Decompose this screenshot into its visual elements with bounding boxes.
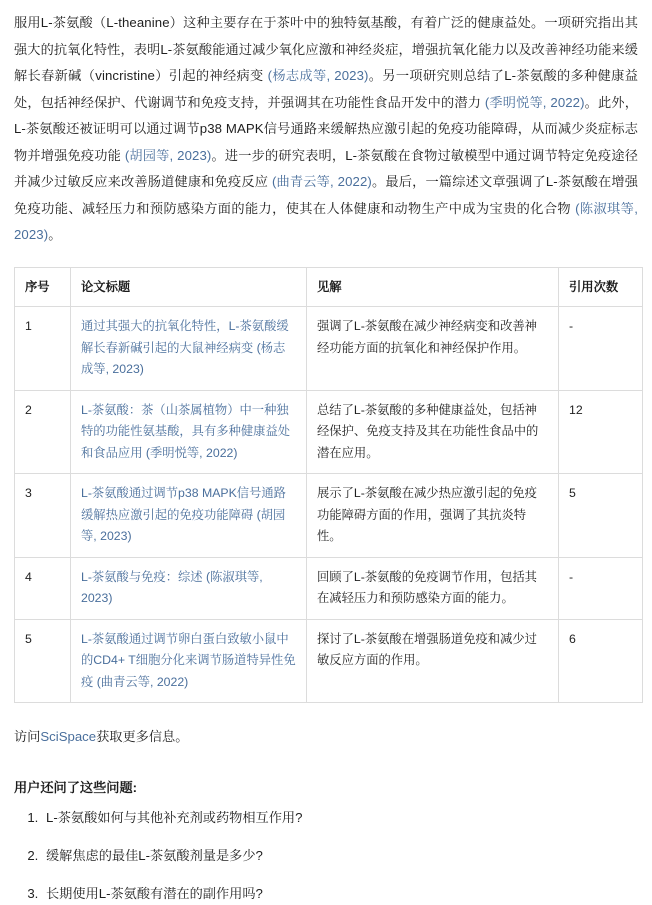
cell-title — [71, 557, 307, 619]
visit-prefix: 访问 — [14, 729, 41, 744]
cell-insight: 探讨了L-茶氨酸在增强肠道免疫和减少过敏反应方面的作用。 — [307, 619, 559, 703]
citation-link[interactable]: (杨志成等, 2023) — [267, 68, 369, 83]
scispace-link[interactable]: SciSpace — [40, 729, 97, 744]
paper-title-link[interactable]: L-茶氨酸通过调节p38 MAPK信号通路缓解热应激引起的免疫功能障碍 (胡园等, 2023) — [81, 486, 286, 543]
cell-insight: 强调了L-茶氨酸在减少神经病变和改善神经功能方面的抗氧化和神经保护作用。 — [307, 307, 559, 391]
papers-table-head — [15, 267, 643, 307]
cell-citations: - — [559, 307, 643, 391]
cell-title — [71, 390, 307, 474]
summary-text: 。进一步的研究表明，L-茶氨酸在食物过敏模型中通过调节特定免疫途径并减少过敏反应来改善肠道健康和免疫反应 — [14, 147, 638, 189]
visit-line — [14, 725, 638, 749]
cell-title — [71, 619, 307, 703]
followup-questions-title: 用户还问了这些问题: — [14, 780, 138, 795]
cell-title — [71, 474, 307, 558]
papers-table-container — [14, 267, 638, 704]
summary-text: 。另一项研究则总结了L-茶氨酸的多种健康益处，包括神经保护、代谢调节和免疫支持，并强调其在功能性食品开发中的潜力 — [14, 68, 638, 110]
cell-citations: - — [559, 557, 643, 619]
cell-insight: 展示了L-茶氨酸在减少热应激引起的免疫功能障碍方面的作用，强调了其抗炎特性。 — [307, 474, 559, 558]
paper-title-link[interactable]: 通过其强大的抗氧化特性，L-茶氨酸缓解长春新碱引起的大鼠神经病变 (杨志成等, 2023) — [81, 319, 289, 376]
cell-insight: 总结了L-茶氨酸的多种健康益处，包括神经保护、免疫支持及其在功能性食品中的潜在应用。 — [307, 390, 559, 474]
cell-title — [71, 307, 307, 391]
cell-index: 5 — [15, 619, 71, 703]
followup-question-item[interactable]: 1. L-茶氨酸如何与其他补充剂或药物相互作用? — [42, 807, 638, 829]
cell-citations: 6 — [559, 619, 643, 703]
summary-paragraph — [14, 10, 638, 249]
paper-title-link[interactable]: L-茶氨酸：茶（山茶属植物）中一种独特的功能性氨基酸，具有多种健康益处和食品应用 (季明悦等, 2022) — [81, 402, 291, 460]
paper-title-link[interactable]: L-茶氨酸与免疫：综述 (陈淑琪等, 2023) — [81, 569, 263, 605]
column-header-title: 论文标题 — [71, 267, 307, 307]
table-row — [15, 390, 643, 474]
paper-title-link[interactable]: L-茶氨酸通过调节卵白蛋白致敏小鼠中的CD4+ T细胞分化来调节肠道特异性免疫 (曲青云等, 2022) — [81, 631, 296, 689]
summary-text: 。此外，L-茶氨酸还被证明可以通过调节p38 MAPK信号通路来缓解热应激引起的免疫功能障碍，从而减少炎症标志物并增强免疫功能 — [14, 94, 639, 163]
followup-questions-list — [14, 807, 638, 905]
column-header-index: 序号 — [15, 267, 71, 307]
cell-insight: 回顾了L-茶氨酸的免疫调节作用，包括其在减轻压力和预防感染方面的能力。 — [307, 557, 559, 619]
cell-index: 3 — [15, 474, 71, 558]
followup-question-item[interactable]: 2. 缓解焦虑的最佳L-茶氨酸剂量是多少? — [42, 845, 638, 867]
table-row — [15, 307, 643, 391]
citation-link[interactable]: (曲青云等, 2022) — [271, 174, 372, 189]
column-header-citations: 引用次数 — [559, 267, 643, 307]
visit-suffix: 获取更多信息。 — [96, 729, 189, 744]
cell-index: 1 — [15, 307, 71, 391]
followup-questions-section — [14, 777, 638, 905]
column-header-insight: 见解 — [307, 267, 559, 307]
citation-link[interactable]: (季明悦等, 2022) — [484, 94, 585, 110]
followup-question-item[interactable]: 3. 长期使用L-茶氨酸有潜在的副作用吗? — [42, 883, 638, 905]
cell-citations: 12 — [559, 390, 643, 474]
citation-link[interactable]: (胡园等, 2023) — [124, 147, 212, 163]
cell-index: 4 — [15, 557, 71, 619]
papers-table-body — [15, 307, 643, 703]
papers-table — [14, 267, 643, 704]
table-header-row — [15, 267, 643, 307]
summary-text: 服用L-茶氨酸（L-theanine）这种主要存在于茶叶中的独特氨基酸，有着广泛的健康益处。一项研究指出其强大的抗氧化特性，表明L-茶氨酸能通过减少氧化应激和神经炎症，增强抗氧化能力以及改善神经功能来缓解长春新碱（vincristine）引起的神经病变 — [14, 15, 638, 83]
table-row — [15, 474, 643, 558]
summary-text: 。 — [48, 227, 62, 242]
citation-link[interactable]: (陈淑琪等, 2023) — [14, 200, 638, 242]
summary-text: 。最后，一篇综述文章强调了L-茶氨酸在增强免疫功能、减轻压力和预防感染方面的能力，使其在人体健康和动物生产中成为宝贵的化合物 — [14, 174, 638, 216]
cell-index: 2 — [15, 390, 71, 474]
table-row — [15, 557, 643, 619]
cell-citations: 5 — [559, 474, 643, 558]
table-row — [15, 619, 643, 703]
